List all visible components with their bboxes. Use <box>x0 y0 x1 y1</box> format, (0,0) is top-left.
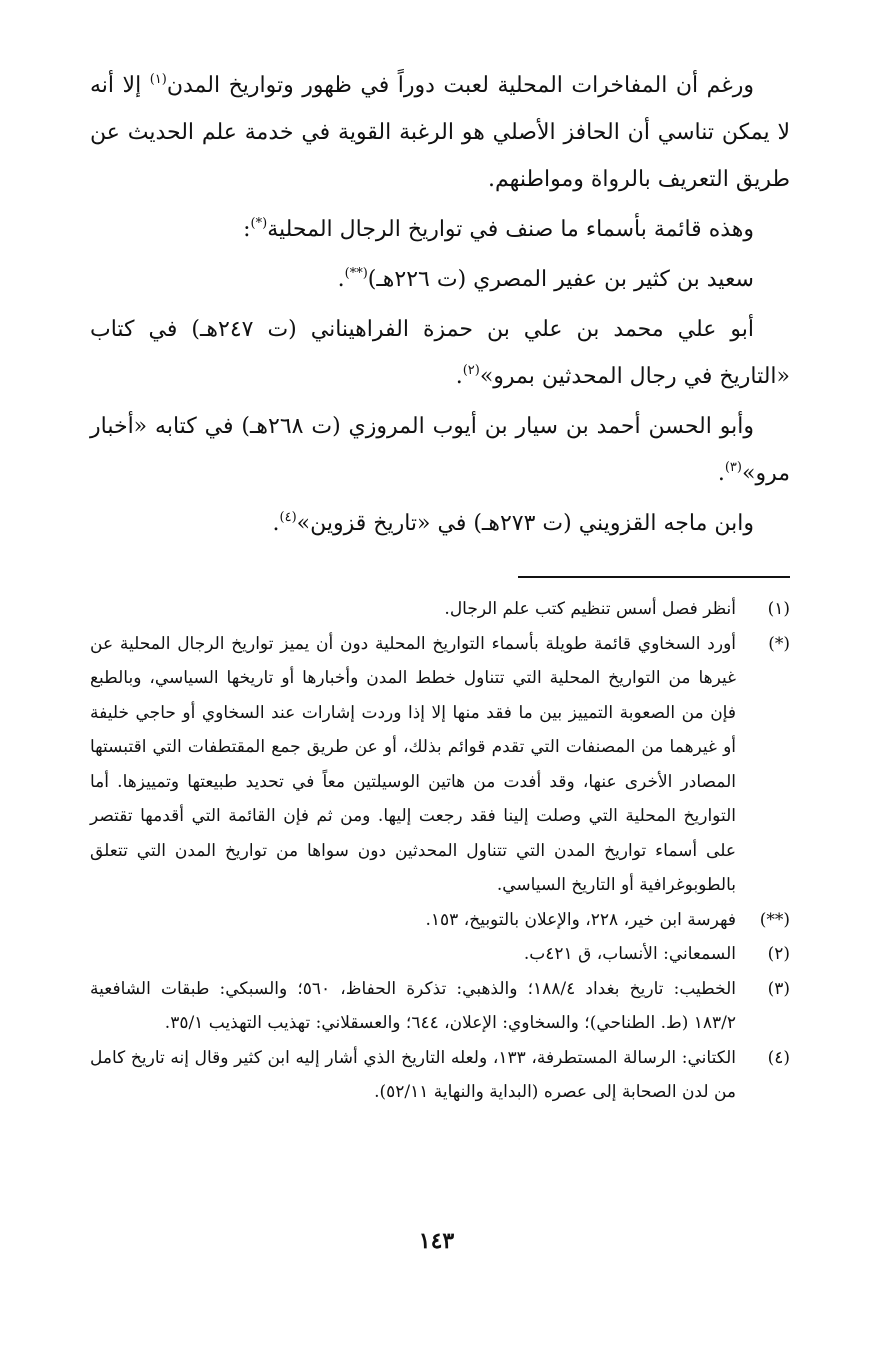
footnote-ref-2[interactable]: (٢) <box>462 363 480 378</box>
entry-2 <box>90 306 790 400</box>
footnote-star <box>90 627 790 903</box>
entry-1-end: . <box>337 267 345 292</box>
footnote-separator <box>518 576 790 578</box>
list-intro-colon: : <box>243 217 251 242</box>
entry-3-text: وأبو الحسن أحمد بن سيار بن أيوب المروزي (ت ٢٦٨هـ) في كتابه «أخبار مرو» <box>90 414 790 486</box>
entry-4 <box>90 500 790 547</box>
footnote-text: أنظر فصل أسس تنظيم كتب علم الرجال. <box>444 599 736 619</box>
entry-2-text: أبو علي محمد بن علي بن حمزة الفراهيناني (ت ٢٤٧هـ) في كتاب «التاريخ في رجال المحدثين بمرو» <box>90 317 790 389</box>
footnote-ref-double-star[interactable]: (**) <box>344 266 368 281</box>
footnote-mark: (*) <box>768 633 790 654</box>
list-intro <box>90 206 790 253</box>
entry-2-end: . <box>455 364 463 389</box>
footnote-text: فهرسة ابن خير، ٢٢٨، والإعلان بالتوبيخ، ١٥٣. <box>425 909 736 930</box>
footnote-text: الكتاني: الرسالة المستطرفة، ١٣٣، ولعله التاريخ الذي أشار إليه ابن كثير وقال إنه تاريخ كامل من لدن الصحابة إلى عصره (البداية والنهاية ٥٢/١١). <box>90 1047 736 1102</box>
paragraph-intro-text: ورغم أن المفاخرات المحلية لعبت دوراً في ظهور وتواريخ المدن <box>166 73 754 98</box>
footnote-1 <box>90 592 790 627</box>
footnote-text: السمعاني: الأنساب، ق ٤٢١ب. <box>523 944 736 964</box>
footnote-ref-star[interactable]: (*) <box>250 216 268 231</box>
entry-3-end: . <box>717 461 725 486</box>
footnote-mark: (**) <box>759 909 790 930</box>
footnote-ref-1[interactable]: (١) <box>149 72 167 87</box>
footnote-ref-3[interactable]: (٣) <box>724 460 742 475</box>
entry-4-text: وابن ماجه القزويني (ت ٢٧٣هـ) في «تاريخ قزوين» <box>296 511 754 536</box>
footnote-mark: (٣) <box>767 978 790 999</box>
paragraph-intro <box>90 62 790 203</box>
list-intro-text: وهذه قائمة بأسماء ما صنف في تواريخ الرجال المحلية <box>267 217 754 242</box>
entry-1-text: سعيد بن كثير بن عفير المصري (ت ٢٢٦هـ) <box>367 267 754 292</box>
footnote-text: أورد السخاوي قائمة طويلة بأسماء التواريخ المحلية دون أن يميز تواريخ الرجال المحلية عن غيرها من التواريخ المحلية التي تتناول خطط المدن وأخبارها أو تاريخها السياسي، وبالطبع فإن من الصعوبة التمييز بين ما فقد منها إلا إذا وردت إشارات عند السخاوي أو حاجي خليفة أو غيرهما من المصنفات التي تقدم قوائم بذلك، أو عن طريق جمع المقتطفات التي اقتبستها المصادر الأخرى عنها، وقد أفدت من هاتين الوسيلتين معاً في تحديد طبيعتها وتمييزها. أما التواريخ المحلية التي وصلت إلينا فقد رجعت إليها. ومن ثم فإن القائمة التي أقدمها تقتصر على أسماء تواريخ المدن التي تتناول المحدثين دون سواها من تواريخ المدن التي تتعلق بالطوبوغرافية أو التاريخ السياسي. <box>90 633 736 895</box>
footnote-3 <box>90 972 790 1041</box>
footnote-4 <box>90 1041 790 1110</box>
footnote-ref-4[interactable]: (٤) <box>279 510 297 525</box>
paragraph-intro-continued: إلا أنه لا يمكن تناسي أن الحافز الأصلي هو الرغبة القوية في خدمة علم الحديث عن طريق التعريف بالرواة ومواطنهم. <box>90 73 790 192</box>
footnotes <box>90 592 790 1110</box>
entry-1 <box>90 256 790 303</box>
footnote-double-star <box>90 903 790 938</box>
footnote-mark: (٤) <box>767 1047 790 1068</box>
footnote-text: الخطيب: تاريخ بغداد ١٨٨/٤؛ والذهبي: تذكرة الحفاظ، ٥٦٠؛ والسبكي: طبقات الشافعية ١٨٣/٢ (ط. الطناحي)؛ والسخاوي: الإعلان، ٦٤٤؛ والعسقلاني: تهذيب التهذيب ٣٥/١. <box>90 978 736 1033</box>
footnote-2 <box>90 937 790 972</box>
entry-4-end: . <box>272 511 280 536</box>
main-text <box>90 62 790 547</box>
footnote-mark: (٢) <box>767 944 790 964</box>
footnote-mark: (١) <box>767 599 790 619</box>
page-number: ١٤٣ <box>418 1228 455 1254</box>
entry-3 <box>90 403 790 497</box>
